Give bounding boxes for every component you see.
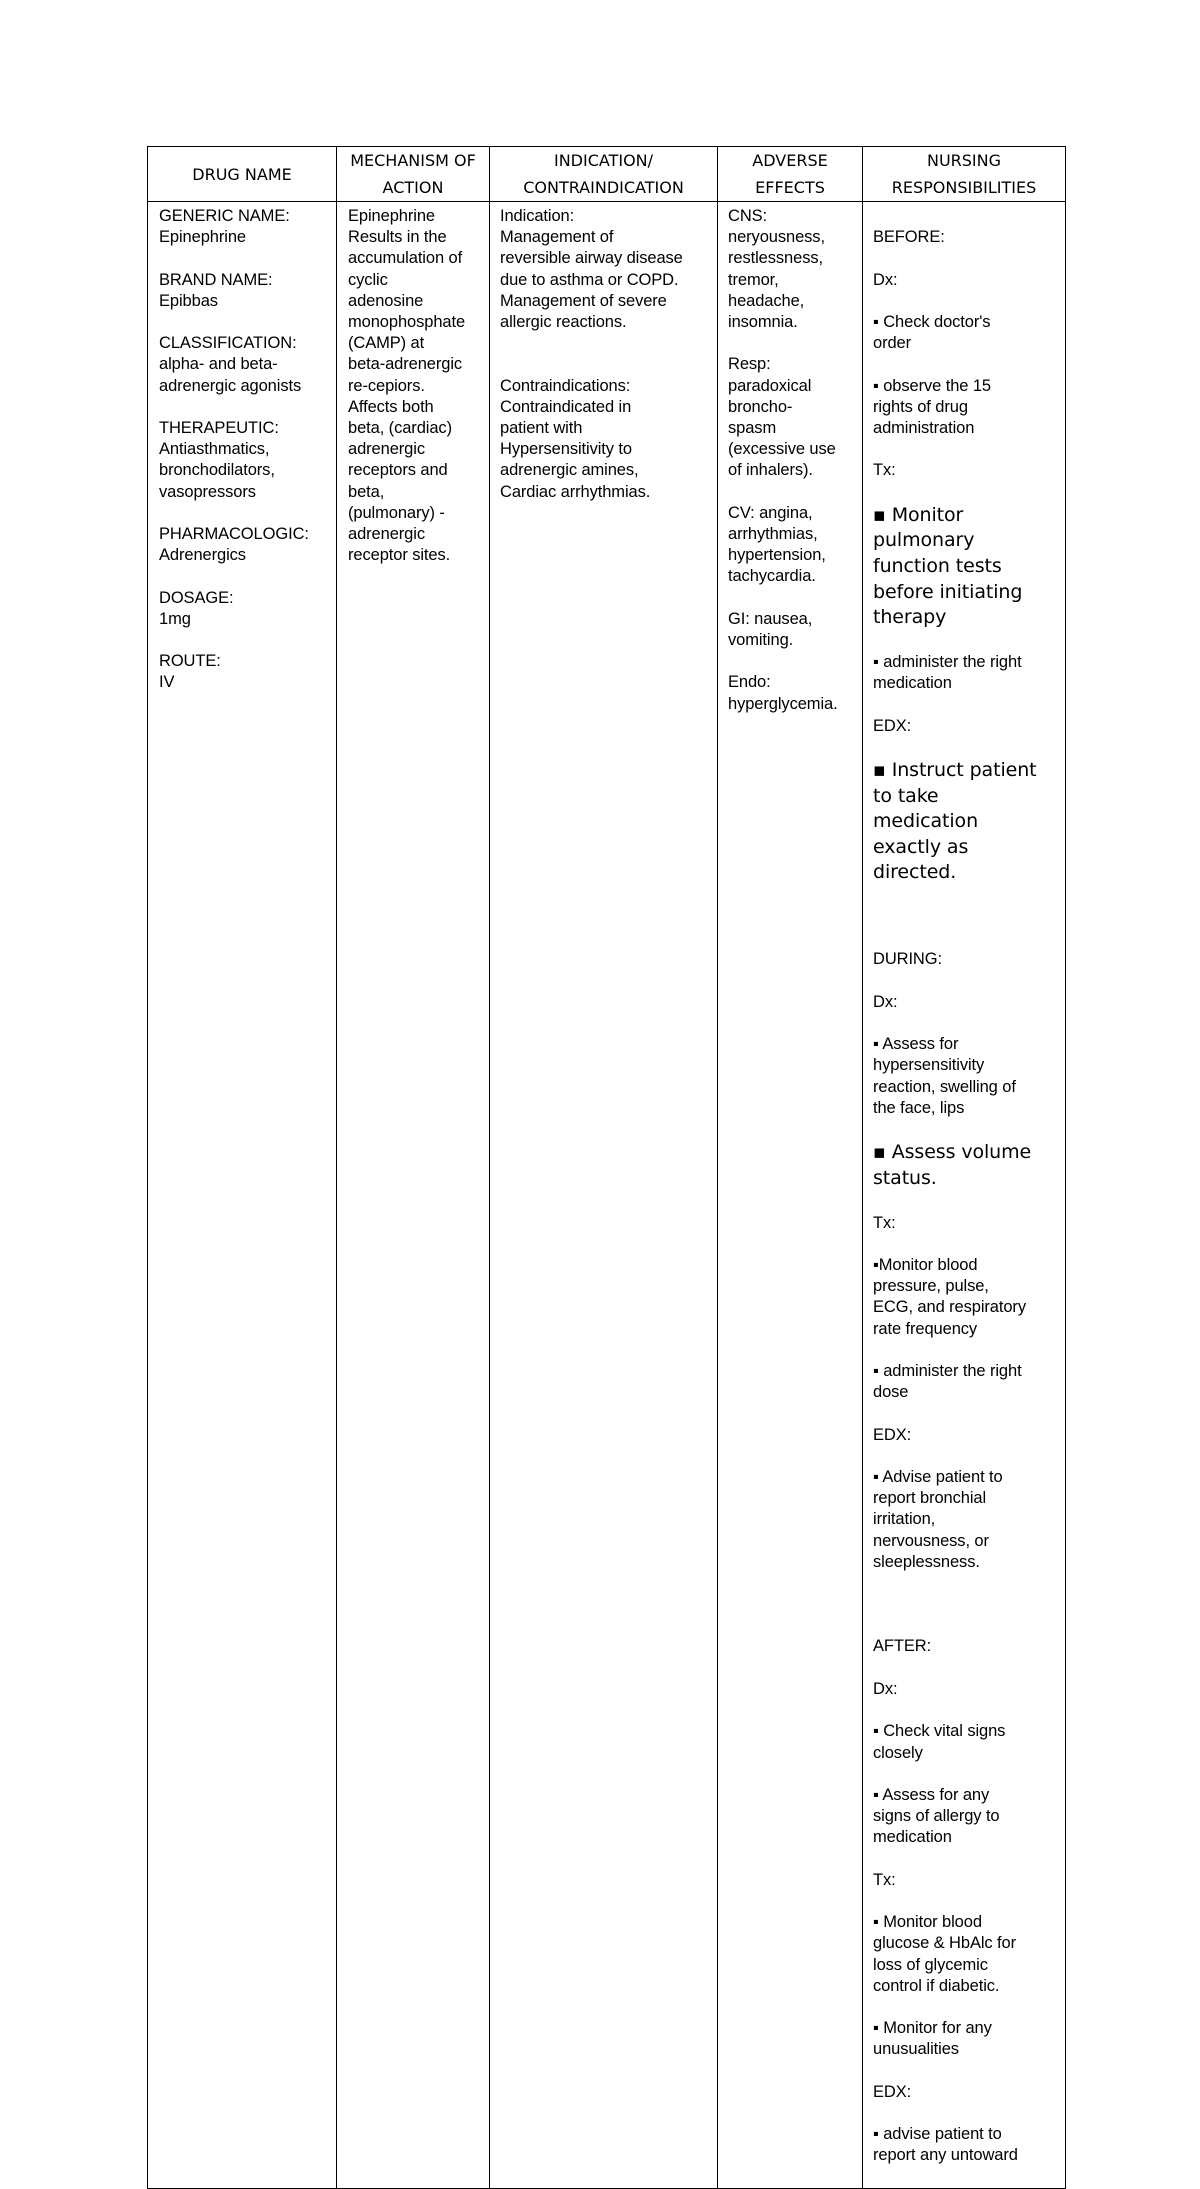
header-mechanism: MECHANISM OF ACTION bbox=[337, 147, 490, 202]
mechanism-cell bbox=[337, 202, 490, 2189]
header-drug-name: DRUG NAME bbox=[148, 147, 337, 202]
during-label: DURING: bbox=[873, 950, 942, 969]
during-edx-item: ▪ Advise patient to report bronchial irritation, nervousness, or sleeplessness. bbox=[873, 1468, 1003, 1571]
header-adverse-effects: ADVERSE EFFECTS bbox=[718, 147, 863, 202]
during-tx-label: Tx: bbox=[873, 1213, 896, 1232]
during-dx-item: ▪ Assess volume status. bbox=[873, 1141, 1032, 1189]
header-nursing: NURSING RESPONSIBILITIES bbox=[863, 147, 1066, 202]
after-tx-item: ▪ Monitor for any unusualities bbox=[873, 2019, 992, 2059]
during-dx-label: Dx: bbox=[873, 992, 898, 1011]
before-dx-item: ▪ observe the 15 rights of drug administration bbox=[873, 376, 991, 438]
after-dx-label: Dx: bbox=[873, 1679, 898, 1698]
after-label: AFTER: bbox=[873, 1637, 932, 1656]
drug-name-text: GENERIC NAME: Epinephrine BRAND NAME: Epibbas CLASSIFICATION: alpha- and beta- adrenergic agonists THERAPEUTIC: Antiasthmatics, bronchodilators, vasopressors PHARMACOLOGIC: Adrenergics DOSAGE: 1mg ROUTE: IV bbox=[159, 207, 309, 692]
spacer bbox=[873, 907, 1057, 928]
after-tx-item: ▪ Monitor blood glucose & HbAlc for loss of glycemic control if diabetic. bbox=[873, 1913, 1016, 1995]
after-tx-label: Tx: bbox=[873, 1870, 896, 1889]
before-edx-label: EDX: bbox=[873, 716, 912, 735]
after-edx-item: ▪ advise patient to report any untoward bbox=[873, 2125, 1018, 2165]
spacer bbox=[873, 1594, 1057, 1615]
indication-text: Indication: Management of reversible airway disease due to asthma or COPD. Management of severe allergic reactions. Contraindications: Contraindicated in patient with Hypersensitivity to adrenergic amines, Cardiac arrhythmias. bbox=[500, 207, 683, 501]
nursing-cell bbox=[863, 202, 1066, 2189]
header-indication: INDICATION/ CONTRAINDICATION bbox=[490, 147, 718, 202]
adverse-effects-text: CNS: neryousness, restlessness, tremor, headache, insomnia. Resp: paradoxical broncho- spasm (excessive use of inhalers). CV: angina, arrhythmias, hypertension, tachycardia. GI: nausea, vomiting. Endo: hyperglycemia. bbox=[728, 207, 838, 713]
table-row bbox=[148, 202, 1066, 2189]
mechanism-text: Epinephrine Results in the accumulation of cyclic adenosine monophosphate (CAMP) at beta-adrenergic re-cepiors. Affects both beta, (cardiac) adrenergic receptors and beta, (pulmonary) - adrenergic receptor sites. bbox=[348, 207, 466, 565]
after-edx-label: EDX: bbox=[873, 2082, 912, 2101]
before-dx-label: Dx: bbox=[873, 270, 898, 289]
before-edx-item: ▪ Instruct patient to take medication exactly as directed. bbox=[873, 759, 1037, 884]
before-tx-item: ▪ Monitor pulmonary function tests before initiating therapy bbox=[873, 503, 1023, 629]
drug-study-table bbox=[147, 146, 1066, 2189]
before-dx-item: ▪ Check doctor's order bbox=[873, 313, 991, 353]
nursing-responsibilities bbox=[873, 206, 1057, 2188]
after-dx-item: ▪ Assess for any signs of allergy to medication bbox=[873, 1785, 1000, 1847]
during-tx-item: ▪ administer the right dose bbox=[873, 1362, 1022, 1402]
during-tx-item: ▪Monitor blood pressure, pulse, ECG, and respiratory rate frequency bbox=[873, 1256, 1026, 1338]
during-dx-item: ▪ Assess for hypersensitivity reaction, swelling of the face, lips bbox=[873, 1035, 1016, 1117]
header-row bbox=[148, 147, 1066, 202]
after-dx-item: ▪ Check vital signs closely bbox=[873, 1722, 1006, 1762]
during-edx-label: EDX: bbox=[873, 1425, 912, 1444]
indication-cell bbox=[490, 202, 718, 2189]
before-label: BEFORE: bbox=[873, 228, 945, 247]
before-tx-label: Tx: bbox=[873, 461, 896, 480]
drug-name-cell bbox=[148, 202, 337, 2189]
adverse-effects-cell bbox=[718, 202, 863, 2189]
before-tx-item: ▪ administer the right medication bbox=[873, 653, 1022, 693]
